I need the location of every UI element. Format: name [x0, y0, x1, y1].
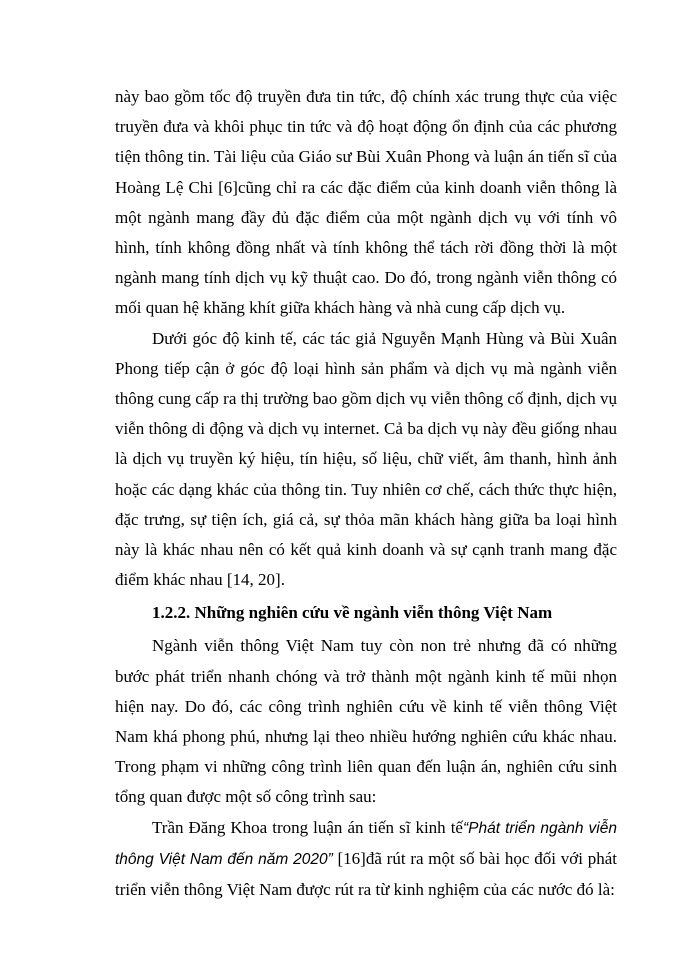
paragraph-3: Ngành viễn thông Việt Nam tuy còn non trẻ nhưng đã có những bước phát triển nhanh chóng và trở thành một ngành kinh tế mũi nhọn hiện nay. Do đó, các công trình nghiên cứu về kinh tế viễn thông Việt Nam khá phong phú, nhưng lại theo nhiều hướng nghiên cứu khác nhau. Trong phạm vi những công trình liên quan đến luận án, nghiên cứu sinh tổng quan được một số công trình sau: [115, 636, 617, 807]
paragraph-4-title: “Phát triển ngành viễn thông Việt Nam đến năm 2020” [115, 819, 617, 868]
paragraph-4 [115, 813, 617, 906]
paragraph-1: này bao gồm tốc độ truyền đưa tin tức, độ chính xác trung thực của việc truyền đưa và khôi phục tin tức và độ hoạt động ổn định của các phương tiện thông tin. Tài liệu của Giáo sư Bùi Xuân Phong và luận án tiến sĩ của Hoàng Lệ Chi [6]cũng chỉ ra các đặc điểm của kinh doanh viễn thông là một ngành mang đầy đủ đặc điểm của một ngành dịch vụ với tính vô hình, tính không đồng nhất và tính không thể tách rời đồng thời là một ngành mang tính dịch vụ kỹ thuật cao. Do đó, trong ngành viễn thông có mối quan hệ khăng khít giữa khách hàng và nhà cung cấp dịch vụ. [115, 87, 617, 318]
paragraph-2: Dưới góc độ kinh tế, các tác giả Nguyễn Mạnh Hùng và Bùi Xuân Phong tiếp cận ở góc độ loại hình sản phẩm và dịch vụ mà ngành viễn thông cung cấp ra thị trường bao gồm dịch vụ viễn thông cố định, dịch vụ viễn thông di động và dịch vụ internet. Cả ba dịch vụ này đều giống nhau là dịch vụ truyền ký hiệu, tín hiệu, số liệu, chữ viết, âm thanh, hình ảnh hoặc các dạng khác của thông tin. Tuy nhiên cơ chế, cách thức thực hiện, đặc trưng, sự tiện ích, giá cả, sự thỏa mãn khách hàng giữa ba loại hình này là khác nhau nên có kết quả kinh doanh và sự cạnh tranh mang đặc điểm khác nhau [14, 20]. [115, 328, 617, 590]
document-page [115, 82, 617, 905]
section-heading: 1.2.2. Những nghiên cứu về ngành viễn thông Việt Nam [152, 603, 553, 623]
paragraph-4-lead: Trần Đăng Khoa trong luận án tiến sĩ kinh tế [152, 817, 463, 837]
paragraph-4-tail: [16]đã rút ra một số bài học đối với phát triển viễn thông Việt Nam được rút ra từ kinh nghiệm của các nước đó là: [115, 848, 617, 900]
